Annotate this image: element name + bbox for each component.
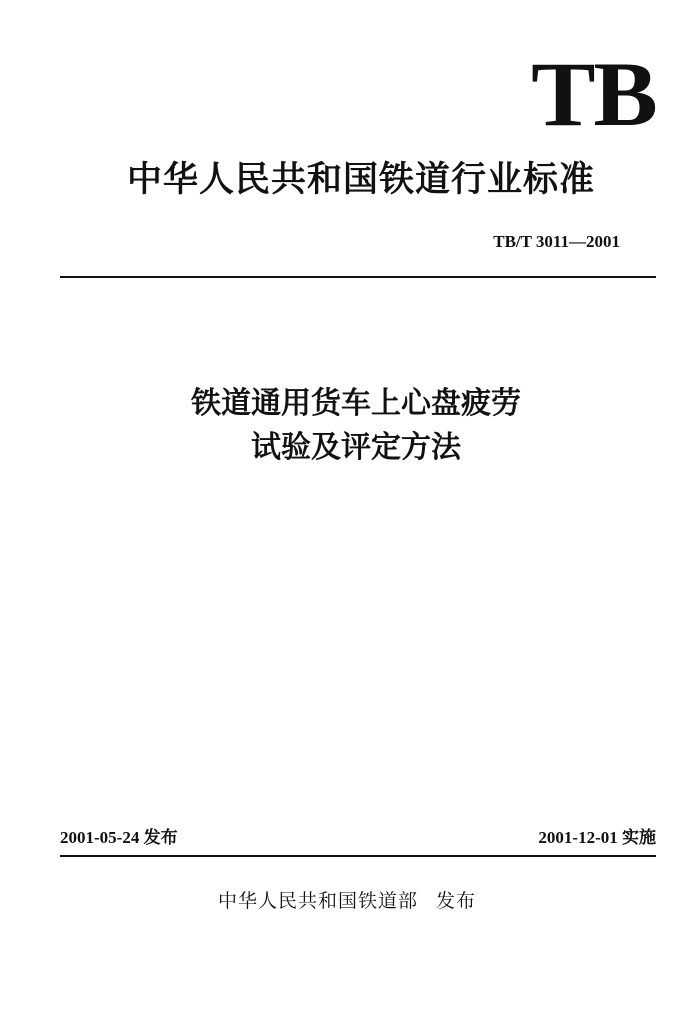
- issue-date: 2001-05-24: [60, 828, 140, 847]
- implement-label: 实施: [622, 828, 656, 848]
- standard-number: TB/T 3011—2001: [493, 232, 620, 251]
- implement-date: 2001-12-01: [538, 828, 618, 847]
- standard-logo: TB: [531, 43, 656, 145]
- publisher-name: 中华人民共和国铁道部: [218, 890, 419, 912]
- top-divider: [60, 276, 656, 278]
- issuer-title: 中华人民共和国铁道行业标准: [126, 160, 595, 200]
- publisher-line: [218, 886, 476, 913]
- document-title-line-1: 铁道通用货车上心盘疲劳: [191, 386, 521, 421]
- implement-date-block: [538, 823, 656, 848]
- document-title-line-2: 试验及评定方法: [251, 430, 461, 465]
- issue-label: 发布: [143, 828, 178, 848]
- publish-action: 发布: [436, 890, 477, 912]
- issue-date-block: [60, 823, 178, 848]
- document-title: [0, 382, 696, 470]
- bottom-divider: [60, 855, 656, 857]
